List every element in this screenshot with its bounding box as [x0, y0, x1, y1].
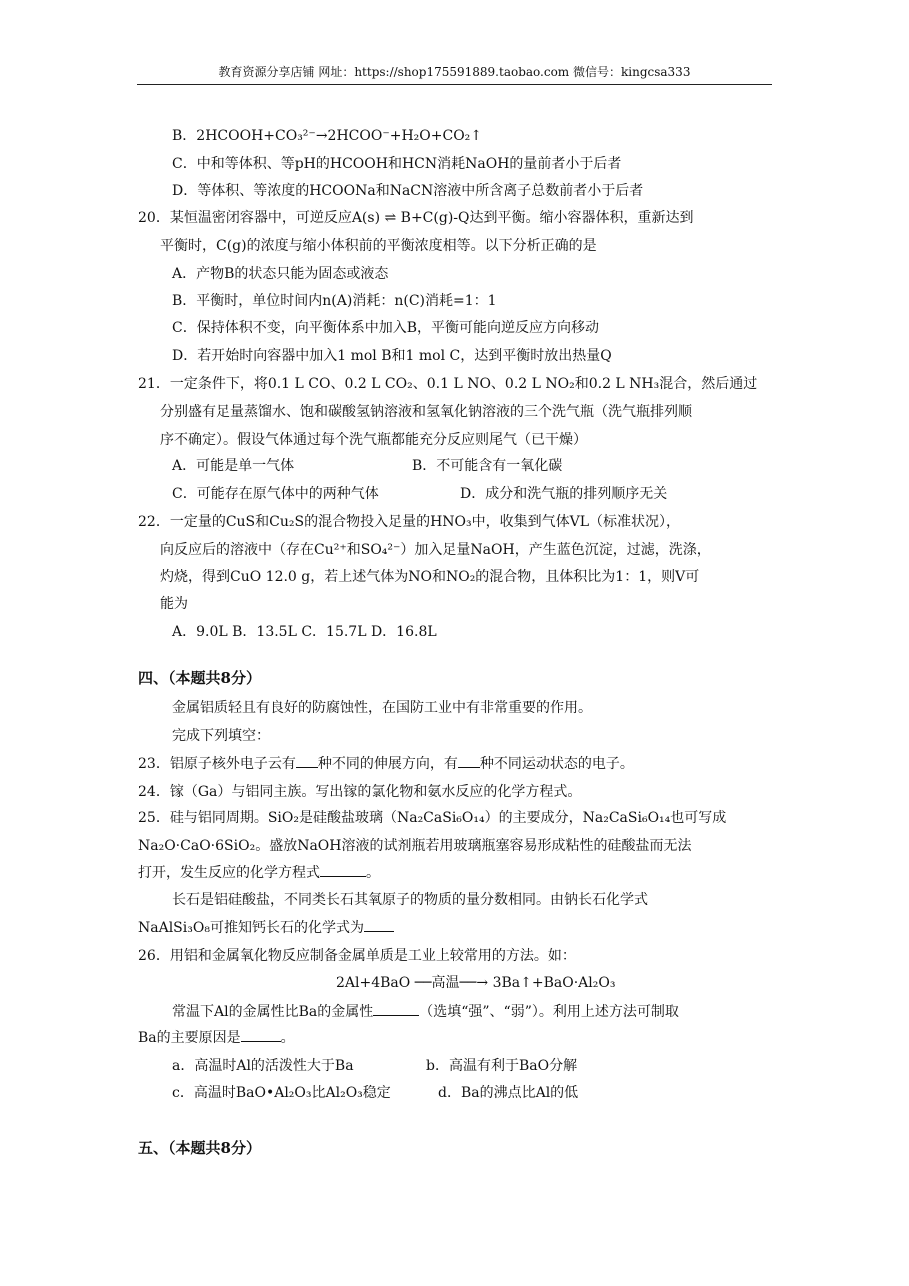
- q23-blank-2[interactable]: [458, 755, 480, 768]
- section-4-heading: 四、（本题共8分）: [138, 669, 261, 687]
- q23-blank-1[interactable]: [296, 755, 318, 768]
- section-4-instruction: 完成下列填空：: [172, 728, 270, 744]
- q26-blank-2[interactable]: [241, 1029, 281, 1042]
- q26-stem: 26．用铝和金属氧化物反应制备金属单质是工业上较常用的方法。如：: [138, 948, 576, 964]
- q26-line3: Ba的主要原因是 。: [138, 1030, 295, 1046]
- page-header: 教育资源分享店铺 网址：https://shop175591889.taobao.com 微信号：kingcsa333: [137, 62, 772, 85]
- q26-blank-1[interactable]: [373, 1003, 419, 1016]
- q25-line1: 25．硅与铝同周期。SiO₂是硅酸盐玻璃（Na₂CaSi₆O₁₄）的主要成分，Na₂CaSi₆O₁₄也可写成: [138, 810, 727, 826]
- q21-stem-line3: 序不确定）。假设气体通过每个洗气瓶都能充分反应则尾气（已干燥）: [160, 432, 587, 448]
- q19-option-c: C．中和等体积、等pH的HCOOH和HCN消耗NaOH的量前者小于后者: [172, 156, 622, 172]
- q20-stem-line2: 平衡时，C(g)的浓度与缩小体积前的平衡浓度相等。以下分析正确的是: [160, 238, 597, 254]
- q21-option-b: B．不可能含有一氧化碳: [412, 458, 563, 474]
- q20-option-c: C．保持体积不变，向平衡体系中加入B，平衡可能向逆反应方向移动: [172, 320, 599, 336]
- q26-option-b: b．高温有利于BaO分解: [426, 1058, 578, 1074]
- q21-option-d: D．成分和洗气瓶的排列顺序无关: [460, 486, 668, 502]
- q26-equation: 2Al+4BaO ──高温──→ 3Ba↑+BaO·Al₂O₃: [336, 975, 616, 991]
- q21-option-c: C．可能存在原气体中的两种气体: [172, 486, 379, 502]
- q19-option-b: B．2HCOOH+CO₃²⁻→2HCOO⁻+H₂O+CO₂↑: [172, 128, 483, 144]
- q26-option-d: d．Ba的沸点比Al的低: [438, 1085, 579, 1101]
- q24: 24．镓（Ga）与铝同主族。写出镓的氯化物和氨水反应的化学方程式。: [138, 784, 582, 800]
- section-5-heading: 五、（本题共8分）: [138, 1139, 261, 1157]
- q20-stem-line1: 20．某恒温密闭容器中，可逆反应A(s) ⇌ B+C(g)-Q达到平衡。缩小容器体积，重新达到: [138, 210, 694, 226]
- q26-option-a: a．高温时Al的活泼性大于Ba: [172, 1058, 354, 1074]
- q25-line5: NaAlSi₃O₈可推知钙长石的化学式为: [138, 918, 394, 938]
- q21-option-a: A．可能是单一气体: [172, 458, 295, 474]
- q22-stem-line4: 能为: [160, 596, 188, 612]
- q20-option-d: D．若开始时向容器中加入1 mol B和1 mol C，达到平衡时放出热量Q: [172, 348, 612, 364]
- q26-option-c: c．高温时BaO•Al₂O₃比Al₂O₃稳定: [172, 1085, 391, 1101]
- q20-option-b: B．平衡时，单位时间内n(A)消耗：n(C)消耗=1：1: [172, 293, 497, 309]
- q25-line2: Na₂O·CaO·6SiO₂。盛放NaOH溶液的试剂瓶若用玻璃瓶塞容易形成粘性的硅酸盐而无法: [138, 838, 692, 854]
- q25-line3: 打开，发生反应的化学方程式 。: [138, 865, 380, 881]
- q21-stem-line1: 21．一定条件下，将0.1 L CO、0.2 L CO₂、0.1 L NO、0.2 L NO₂和0.2 L NH₃混合，然后通过: [138, 376, 758, 392]
- q20-option-a: A．产物B的状态只能为固态或液态: [172, 266, 389, 282]
- q21-stem-line2: 分别盛有足量蒸馏水、饱和碳酸氢钠溶液和氢氧化钠溶液的三个洗气瓶（洗气瓶排列顺: [160, 404, 692, 420]
- q22-options: A．9.0L B．13.5L C．15.7L D．16.8L: [172, 624, 437, 640]
- section-4-intro: 金属铝质轻且有良好的防腐蚀性，在国防工业中有非常重要的作用。: [172, 700, 592, 716]
- q26-line2: 常温下Al的金属性比Ba的金属性 （选填“强”、“弱”）。利用上述方法可制取: [172, 1004, 679, 1020]
- q22-stem-line3: 灼烧，得到CuO 12.0 g，若上述气体为NO和NO₂的混合物，且体积比为1：1，则V可: [160, 569, 700, 585]
- q25-line4: 长石是铝硅酸盐，不同类长石其氧原子的物质的量分数相同。由钠长石化学式: [172, 892, 648, 908]
- q22-stem-line1: 22．一定量的CuS和Cu₂S的混合物投入足量的HNO₃中，收集到气体VL（标准状况），: [138, 514, 681, 530]
- q25-blank-formula[interactable]: [364, 919, 394, 932]
- q22-stem-line2: 向反应后的溶液中（存在Cu²⁺和SO₄²⁻）加入足量NaOH，产生蓝色沉淀，过滤，洗涤，: [160, 542, 711, 558]
- q23: 23．铝原子核外电子云有 种不同的伸展方向，有 种不同运动状态的电子。: [138, 756, 634, 772]
- q19-option-d: D．等体积、等浓度的HCOONa和NaCN溶液中所含离子总数前者小于后者: [172, 183, 644, 199]
- q25-blank-equation[interactable]: [320, 864, 366, 877]
